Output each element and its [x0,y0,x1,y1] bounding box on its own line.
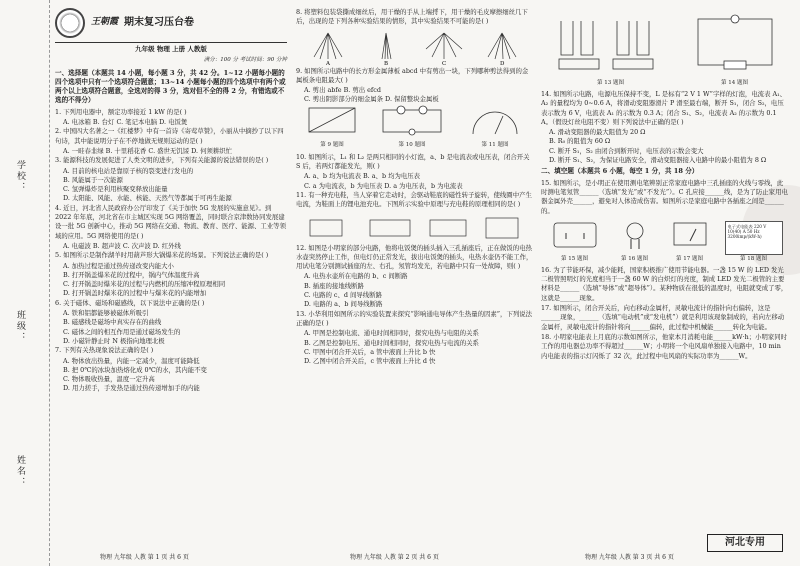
galvanometer-icon [668,217,712,251]
q9-q11-figures [296,107,534,151]
section-1-title: 一、选择题（本题共 14 小题，每小题 3 分，共 42 分。1~12 小题每小题的四个选项中只有一个选项符合题意；13~14 小题每小题的四个选项中有两个或两个以上选项符合题意，全选对的得 3 分，选对但不全的得 2 分，有错选或不选的不得分） [55,68,286,105]
q15-q18-figures [541,218,789,264]
question-7: 7. 下列有关热现象说法正确的是( ) [55,346,154,355]
figure-14 [690,11,780,88]
energy-meter-label: 电子式电能表 220 V 10(40) A 50 Hz 3200imp/(kW·h) [727,223,767,239]
column-1 [55,8,287,394]
energy-meter [725,221,783,255]
question-15: 15. 如图所示，是小明正在使用测电笔辨别正常家庭电路中三孔插座的火线与零线，此时测电笔氖管______（选填“发光”或“不发光”）。C 孔应接______线，是为了防止家用电器金属外壳______，避免对人体造成伤害。如图所示是家庭电路中各插座之间是______的。 [541,178,788,215]
question-12: 12. 如图是小明家的部分电路，他将电饭煲的插头插入三孔插座后，正在做饭的电热水壶突然停止工作，但电灯仍正常发光，拔出电饭煲的插头，电热水壶仍不能工作，用试电笔分别测试插座的左、右孔，氖管均发光，若电路中只有一处故障，则( ) [296,243,533,271]
question-6: 6. 关于磁体、磁场和磁感线，以下说法中正确的是( ) [55,298,205,307]
question-2: 2. 中国四大名著之一《红楼梦》中有一首诗《寄莺草赞》，小丽从中摘抄了以下四句诗，其中能说明分子在不停地做无规则运动的是( ) [55,127,284,145]
question-11-figures [296,212,534,242]
footer-page-1: 物理 九年级 人教 第 1 页 共 6 页 [100,554,189,561]
exam-header [55,8,287,43]
question-3-options: A. 目前的核电站是靠原子核的裂变进行发电的 B. 风能属于一次能源 C. 氢弹爆炸是利用核聚变释放出能量 D. 太阳能、风能、水能、核能、天然气等都属于可再生能源 [63,166,232,203]
question-10: 10. 如图所示，L₁ 和 L₂ 是两只相同的小灯泡，a、b 是电流表或电压表，闭合开关 S 后，若两灯都能发光，则( ) [296,152,530,171]
figure-14-caption: 第 14 题图 [721,79,748,86]
question-10-options: A. a、b 均为电流表 B. a、b 均为电压表 C. a 为电流表，b 为电压表 D. a 为电压表，b 为电流表 [304,172,463,190]
question-12-options: A. 电热水壶所在电路的 b、c 间断路 B. 插座的接地线断路 C. 电路的 c、d 间导线断路 D. 电路的 a、b 间导线断路 [304,272,408,309]
shoe-meter-icon [465,104,525,138]
question-4: 4. 近日，河北省人民政府办公厅印发了《关于加快 5G 发展的实施意见》。到 2022 年年底，河北省在市主城区实现 5G 网络覆盖，同时联合京津数协同发展建设一批 5G 创新中心，推动 5G 网络在交通、物流、教育、医疗、能源、工业等领域的应用。5G 网络使用的是( ) [55,203,286,240]
q13-q14-figures [541,10,789,88]
socket-icon [548,217,602,251]
question-6-options: A. 铁和铝都能够被磁体所吸引 B. 磁感线是磁场中真实存在的曲线 C. 磁体之间的相互作用是通过磁场发生的 D. 小磁针静止时 N 极指向地理北极 [63,309,181,345]
question-7-options: A. 物体放出热量，内能一定减少，温度可能降低 B. 把 0℃的冰块加热熔化成 0℃的水，其内能不变 C. 物体吸收热量，温度一定升高 D. 用力搓手，手发热是通过热传递增加手的内能 [63,356,207,393]
figure-13-caption: 第 13 题图 [597,79,624,86]
column-2 [296,8,534,366]
hair-strands-figure [300,29,530,65]
question-9-options: A. 剪出 abfe B. 剪出 efcd C. 剪出阴影部分的细金属条 D. 保留整块金属板 [304,86,439,104]
footer-page-2: 物理 九年级 人教 第 2 页 共 6 页 [350,554,439,561]
question-4-options: A. 电磁波 B. 超声波 C. 次声波 D. 红外线 [63,241,181,250]
exam-meta: 满分：100 分 考试时间：90 分钟 [203,57,287,64]
question-3: 3. 能源科技的发展促进了人类文明的进步，下列有关能源的说法错误的是( ) [55,156,269,165]
brand-name: 王朝霞 [91,17,119,28]
footer-page-3: 物理 九年级 人教 第 3 页 共 6 页 [585,554,674,561]
question-17: 17. 如图所示，闭合开关后，向右移动金属杆，灵敏电流计的指针向右偏转，这是______现象，______（选填“电动机”或“发电机”）就是利用该现象制成的，若向左移动金属杆，灵敏电流计的指针将向______偏转，此过程中机械能______转化为电能。 [541,304,785,331]
heating-tubes-icon [551,11,671,75]
question-11: 11. 有一种充电鞋，当人穿着它走动时，会驱动鞋底的磁性转子旋转，使线圈中产生电流，为鞋面上的锂电池充电。下图所示实验中原理与充电鞋的原理相同的是( ) [296,190,532,209]
induction-figures [300,212,530,242]
metal-plate-icon [305,104,359,138]
binding-margin [0,0,50,566]
led-icon [615,217,655,251]
question-14: 14. 如图所示电路，电源电压保持不变，L 是标有“2 V 1 W”字样的灯泡，电流表 A₁、A₂ 的量程均为 0~0.6 A，将滑动变阻器滑片 P 滑至最右端，断开 S₁，闭合 S₂，电压表示数为 6 V，电流表 A₁ 的示数为 0.3 A；闭合 S₁、S₂，电流表 A₂ 的示数为 0.1 A。（假设灯丝电阻不变）则下列说法中正确的是( ) [541,90,787,126]
figure-17 [668,217,712,264]
question-1-options: A. 电冰箱 B. 台灯 C. 笔记本电脑 D. 电饭煲 [63,118,188,127]
question-8-figures [296,29,534,65]
figure-18 [725,221,783,264]
school-label: 学校： [15,160,25,193]
fig8-label-d: D [500,60,505,65]
figure-11-caption: 第 11 题图 [481,142,509,149]
figure-9 [305,104,359,151]
circuit-14-icon [690,11,780,75]
name-label: 姓名： [15,455,25,488]
question-18: 18. 小明家电能表上月底的示数如图所示，他家本月消耗电能______kW·h；小明家同时工作的用电器总功率不得超过______W；小明将一个电风扇单独接入电路中，10 min 内电能表的指示灯闪烁了 32 次，此过程中电风扇的实际功率为______W。 [541,332,788,360]
figure-15-caption: 第 15 题图 [561,255,588,262]
figure-10-caption: 第 10 题图 [398,142,426,149]
question-16: 16. 为了节能环保，减少能耗，国家积极推广使用节能电器。一盏 15 W 的 LED 发光二极管照明灯的光度相当于一盏 60 W 的白炽灯的亮度，制成 LED 发光二极管的主要材料是______（选填“导体”或“超导体”）。某种物质在很低的温度时，电阻就变成了零，这就是______现象。 [541,265,788,302]
fig8-label-c: C [442,60,447,65]
exam-subtitle: 九年级 物理 上册 人教版 [135,45,207,53]
question-9: 9. 如图所示电路中的长方形金属薄板 abcd 中有剪出一块，下列哪种剪法得到的金属板条电阻最大( ) [296,66,529,84]
brand-logo-icon [55,8,85,38]
section-2-title: 二、填空题（本题共 6 小题，每空 1 分，共 18 分） [541,167,699,176]
figure-18-caption: 第 18 题图 [740,255,767,262]
class-label: 班级： [15,310,25,343]
figure-15 [548,217,602,264]
question-5: 5. 如图所示是制作湖羊时用葫芦形大锅爆米花的场景。下列说法正确的是( ) [55,251,269,260]
question-2-options: A. 一畦春韭绿 B. 十里稻花香 C. 盛世无饥馁 D. 何须耕织忙 [63,146,233,155]
lamp-circuit-icon [377,104,447,138]
question-14-options: A. 滑动变阻器的最大阻值为 20 Ω B. R₀ 的阻值为 60 Ω C. 断开 S₁，S₂ 由闭合到断开时，电压表的示数会变大 D. 断开 S₁、S₂，为保证电路安全，滑动变阻器接入电路中的最小阻值为 8 Ω [549,128,767,165]
fig8-label-b: B [384,60,389,65]
column-3 [541,8,789,362]
figure-16 [615,217,655,264]
fig8-label-a: A [326,60,330,65]
region-stamp: 河北专用 [707,534,783,552]
exam-title: 期末复习压台卷 [124,17,195,29]
figure-16-caption: 第 16 题图 [621,255,648,262]
figure-13 [551,11,671,88]
question-5-options: A. 加热过程是通过热传递改变内能大小 B. 打开锅盖爆米花的过程中，锅内气体温度升高 C. 打开锅盖时爆米花的过程与内燃机的压缩冲程原理相同 D. 打开锅盖时爆米花的过程中与爆米花的内能增加 [63,261,226,298]
figure-9-caption: 第 9 题图 [320,142,344,149]
question-1: 1. 下列用电器中，额定功率接近 1 kW 的是( ) [55,107,187,116]
question-13: 13. 小华利用如图所示的实验装置来探究“影响通电导体产生热量的因素”，下列说法正确的是( ) [296,309,533,327]
question-8: 8. 将塑料包装袋撕成细丝后，用干燥的手从上端捋下，用干燥的毛皮摩擦细丝几下后，出现的是下列各种实验结果的情形，其中实验结果不可能的是( ) [296,8,528,26]
question-13-options: A. 甲图是控制电流、通电时间相同时，探究电热与电阻的关系 B. 乙图是控制电压、通电时间相同时，探究电热与电流的关系 C. 甲图中闭合开关后，a 管中液面上升比 b 快 D. 乙图中闭合开关后，c 管中液面上升比 d 快 [304,329,479,366]
figure-17-caption: 第 17 题图 [676,255,703,262]
figure-10 [377,104,447,151]
figure-11 [465,104,525,151]
